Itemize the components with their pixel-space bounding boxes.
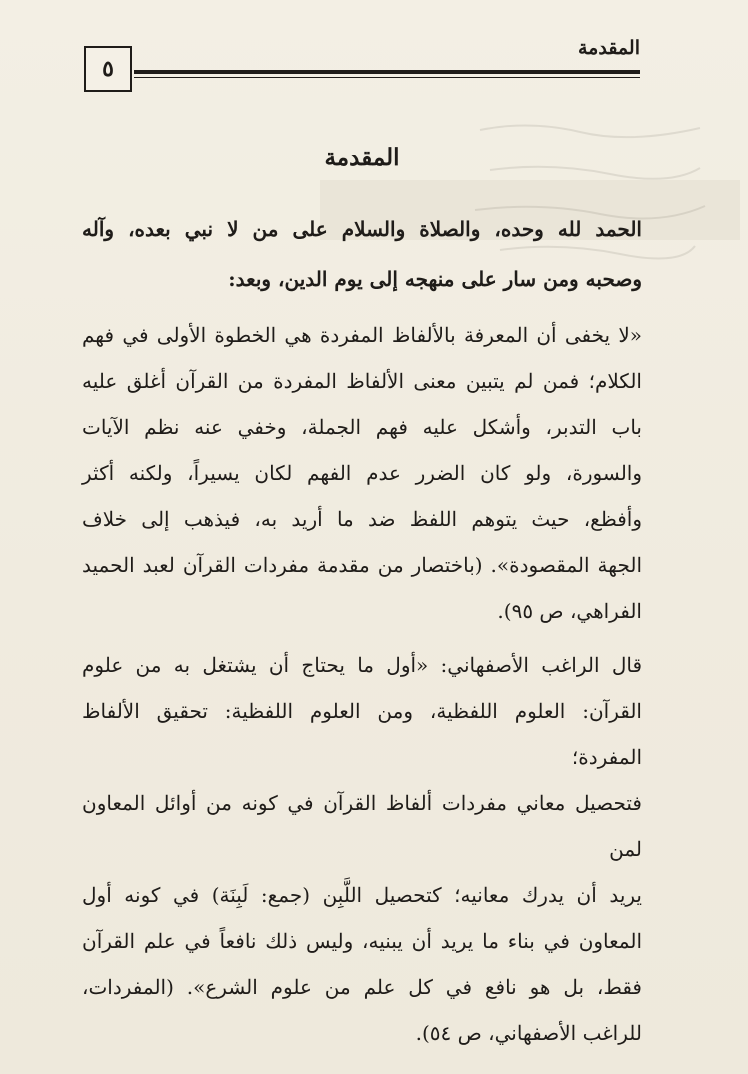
opening-paragraph <box>82 204 642 304</box>
page-content <box>82 140 642 1056</box>
page-number-box <box>84 46 132 92</box>
paragraph-line: «لا يخفى أن المعرفة بالألفاظ المفردة هي الخطوة الأولى في فهم <box>82 323 642 347</box>
paragraph-line: المعاون في بناء ما يريد أن يبنيه، وليس ذلك نافعاً في علم القرآن <box>82 929 642 953</box>
paragraph-line: فقط، بل هو نافع في كل علم من علوم الشرع». (المفردات، <box>82 975 642 999</box>
paragraph-line: وأفظع، حيث يتوهم اللفظ ضد ما أريد به، فيذهب إلى خلاف <box>82 507 642 531</box>
paragraph-line: والسورة، ولو كان الضرر عدم الفهم لكان يسيراً، ولكنه أكثر <box>82 461 642 485</box>
paragraph-line: باب التدبر، وأشكل عليه فهم الجملة، وخفي عنه نظم الآيات <box>82 415 642 439</box>
paragraph-line: للراغب الأصفهاني، ص ٥٤). <box>415 1021 642 1045</box>
farahi-quote-paragraph <box>82 312 642 634</box>
paragraph-line: الجهة المقصودة». (باختصار من مقدمة مفردات القرآن لعبد الحميد <box>82 553 642 577</box>
header-rule-thin <box>134 77 640 78</box>
paragraph-line: فتحصيل معاني مفردات ألفاظ القرآن في كونه من أوائل المعاون لمن <box>82 791 642 861</box>
running-header-title: المقدمة <box>577 37 640 59</box>
paragraph-line: الكلام؛ فمن لم يتبين معنى الألفاظ المفردة من القرآن أغلق عليه <box>82 369 642 393</box>
header-rule <box>134 70 640 74</box>
paragraph-line: القرآن: العلوم اللفظية، ومن العلوم اللفظية: تحقيق الألفاظ المفردة؛ <box>82 699 642 769</box>
paragraph-line: وصحبه ومن سار على منهجه إلى يوم الدين، وبعد: <box>228 267 642 291</box>
paragraph-line: الفراهي، ص ٩٥). <box>497 599 642 623</box>
paragraph-line: يريد أن يدرك معانيه؛ كتحصيل اللَّبِن (جمع: لَبِنَة) في كونه أول <box>82 883 642 907</box>
paragraph-line: الحمد لله وحده، والصلاة والسلام على من لا نبي بعده، وآله <box>82 217 642 241</box>
paragraph-line: قال الراغب الأصفهاني: «أول ما يحتاج أن يشتغل به من علوم <box>82 653 642 677</box>
raghib-quote-paragraph <box>82 642 642 1056</box>
section-title: المقدمة <box>324 144 400 171</box>
page-number: ٥ <box>102 56 114 82</box>
